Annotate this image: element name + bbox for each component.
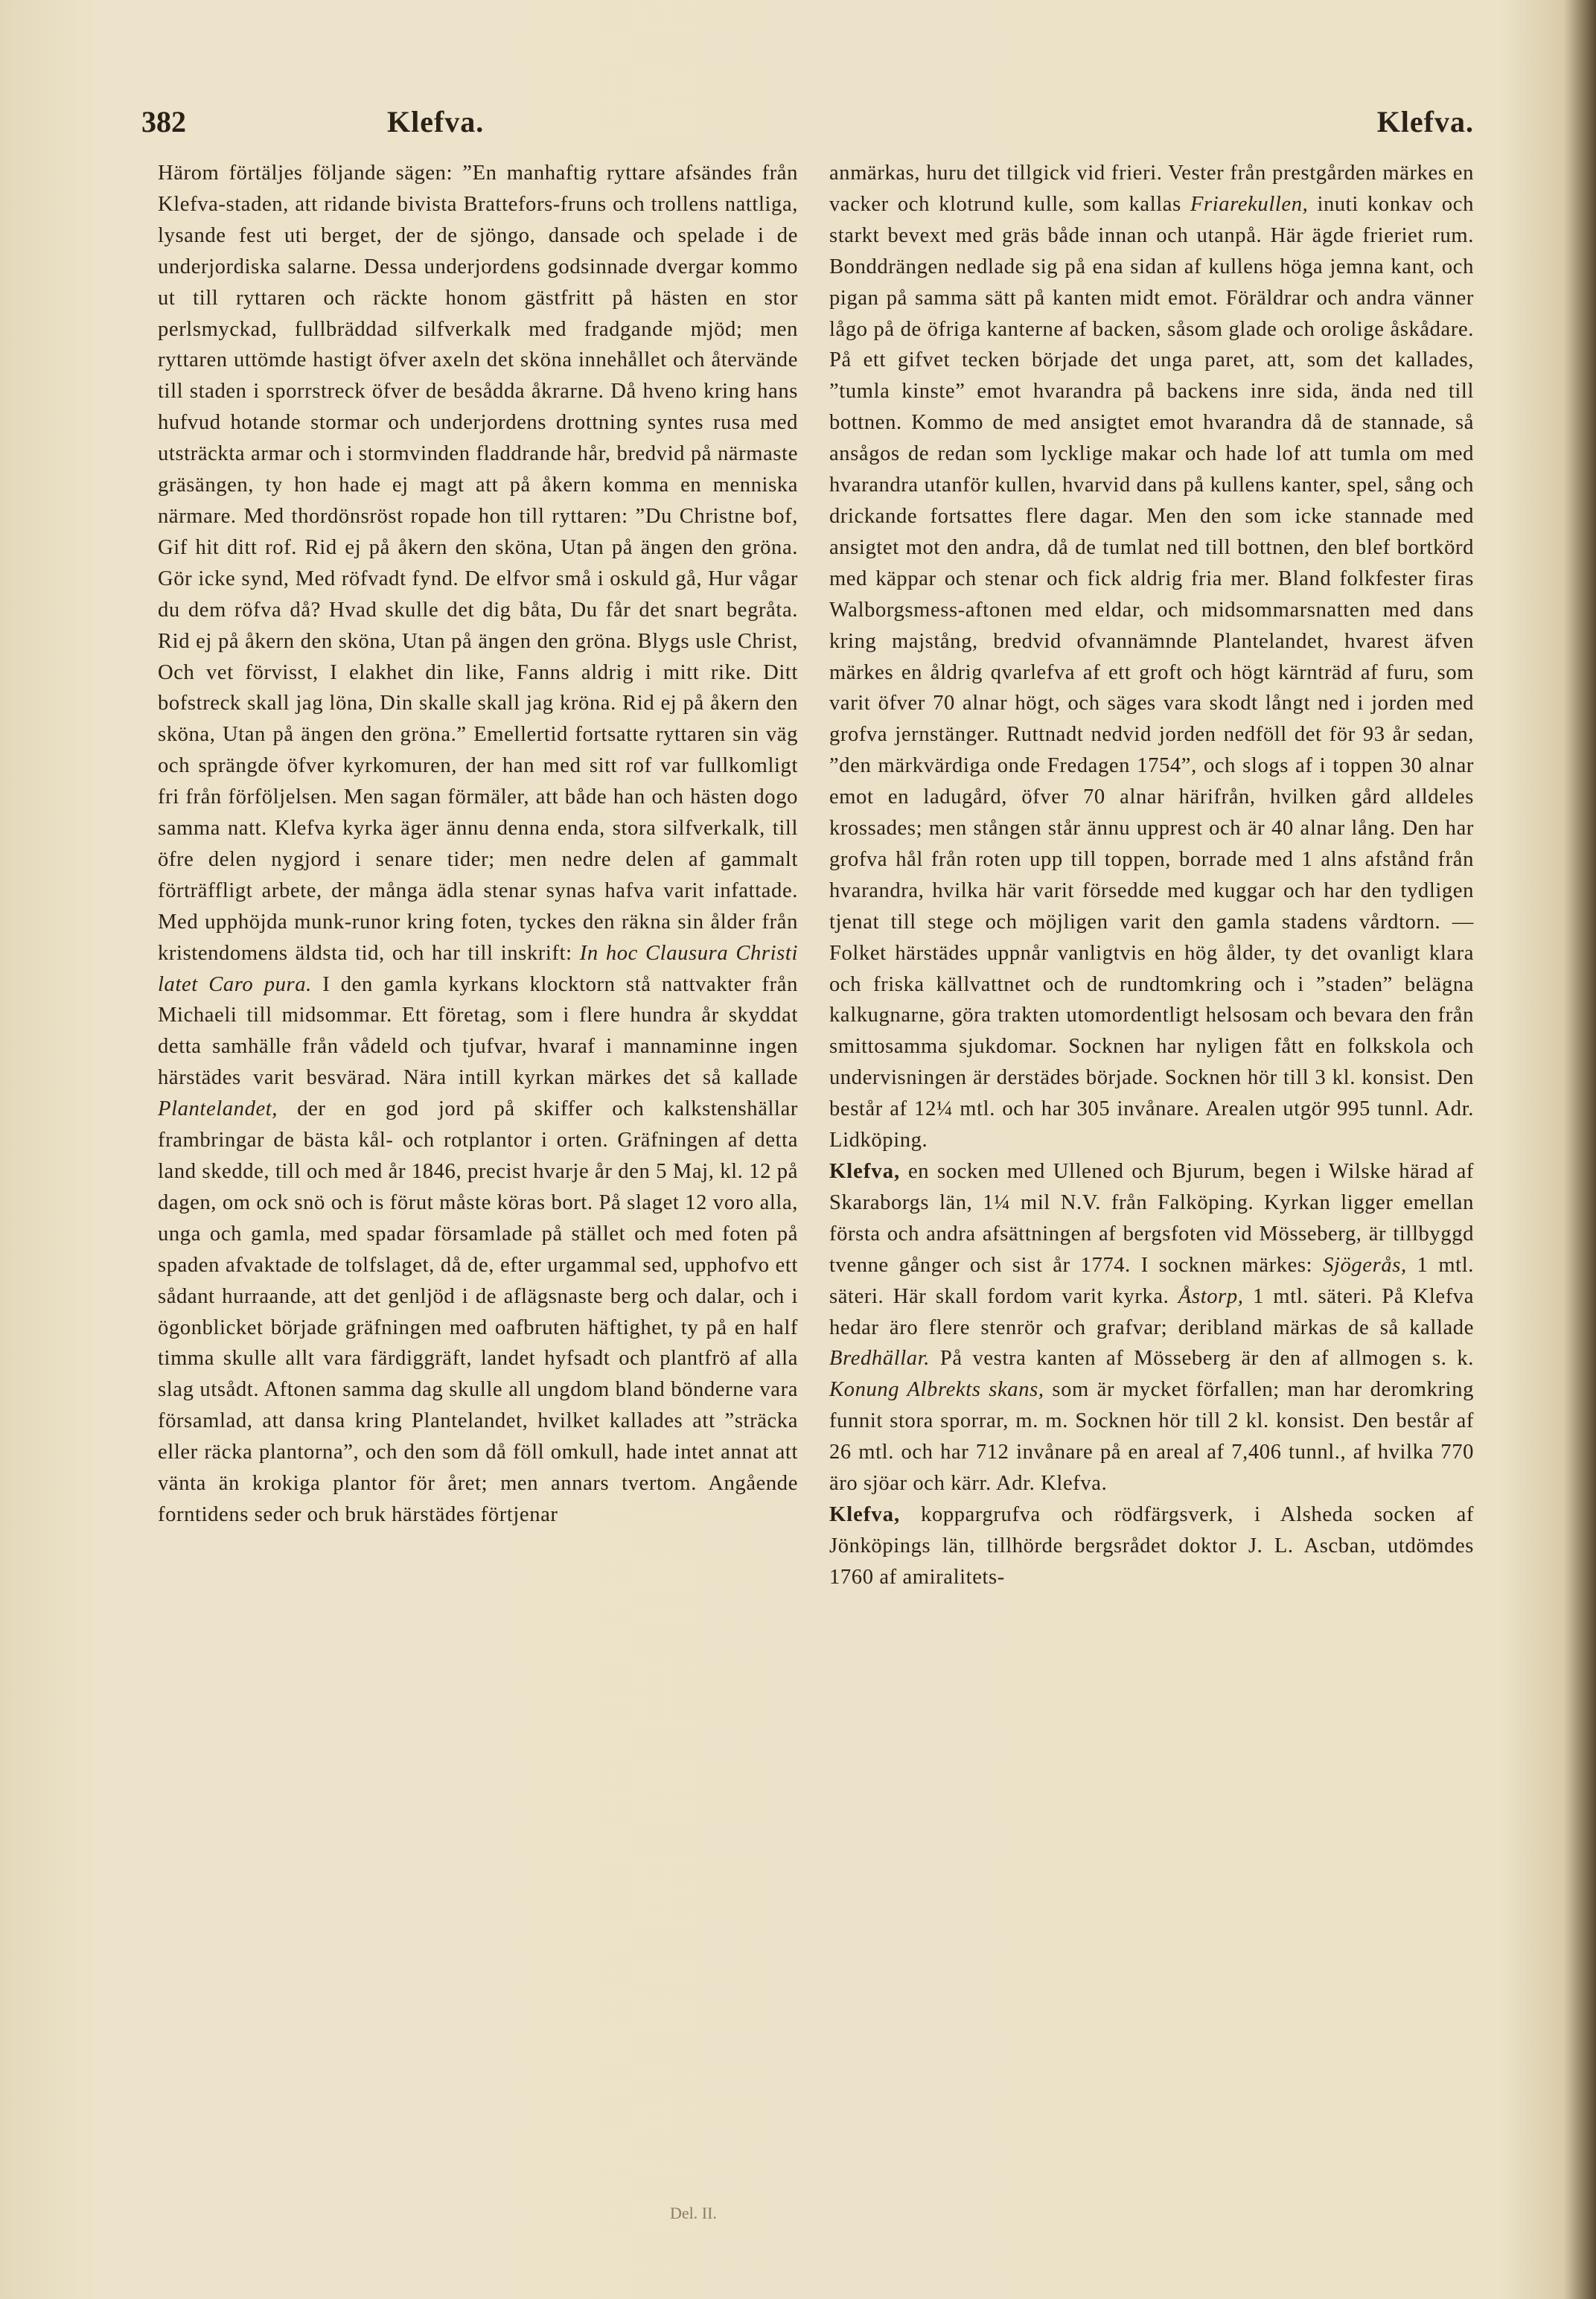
entry-headword: Klefva, [829, 1160, 901, 1183]
place-name: Friarekullen, [1190, 192, 1309, 216]
signature-mark: Del. II. [670, 2204, 717, 2222]
page-number: 382 [141, 105, 186, 138]
right-column [829, 158, 1474, 1593]
text-segment: der en god jord på skiffer och kalkstenshällar frambringar de bästa kål- och rotplantor i orten. Gräfningen af detta land skedde, till och med år 1846, precist hvarje år den 5 Maj, kl. 12 på dagen, om ock snö och is förut måste köras bort. På slaget 12 voro alla, unga och gamla, med spadar församlade på stället och med foten på spaden afvaktade de tolfslaget, då de, efter urgammal sed, upphofvo ett sådant hurraande, att det genljöd i de aflägsnaste berg och dalar, och i ögonblicket började gräfningen med oafbruten häftighet, ty på en half timma skulle allt vara färdiggräft, landet hyfsadt och plantfrö af alla slag utsådt. Aftonen samma dag skulle all ungdom bland bönderne vara församlad, att dansa kring Plantelandet, hvilket kallades att ”sträcka eller räcka plantorna”, och den som då föll omkull, hade intet annat att vänta än krokiga plantor för året; men annars tvertom. Angående forntidens seder och bruk härstädes förtjenar [158, 1097, 798, 1526]
place-name: Konung Albrekts skans, [829, 1378, 1044, 1402]
text-segment: en socken med Ullened och Bjurum, begen i Wilske härad af Skaraborgs län, 1¼ mil N.V. från Falköping. Kyrkan ligger emellan första och andra afsättningen af bergsfoten vid Mösseberg, är tillbyggd tvenne gånger och sist år 1774. I socknen märkes: [829, 1160, 1474, 1277]
right-paragraph-1 [829, 158, 1474, 1156]
place-name: Åstorp, [1178, 1284, 1244, 1308]
text-segment: anmärkas, huru det tillgick vid frieri. Vester från prestgården märkes en vacker och klotrund kulle, som kallas [829, 162, 1474, 216]
text-segment: inuti konkav och starkt bevext med gräs både innan och utanpå. Här ägde frieriet rum. Bonddrängen nedlade sig på ena sidan af kullens höga jemna kant, och pigan på samma sätt på kanten midt emot. Föräldrar och andra vänner lågo på de öfriga kanterne af backen, såsom glade och orolige åskådare. På ett gifvet tecken började det unga paret, att, som det kallades, ”tumla kinste” emot hvarandra på backens inre sida, ända ned till bottnen. Kommo de med ansigtet emot hvarandra då de stannade, så ansågos de redan som lycklige makar och hade lof att tumla om med hvarandra utanför kullen, hvarvid dans på kullens kanter, spel, sång och drickande fortsattes flere dagar. Men den som icke stannade med ansigtet mot den andra, då de tumlat ned till bottnen, den blef bortkörd med käppar och stenar och fick aldrig fria mer. Bland folkfester firas Walborgsmess-aftonen med eldar, och midsommarsnatten med dans kring majstång, bredvid ofvannämnde Plantelandet, hvarest äfven märkes en åldrig qvarlefva af ett groft och högt kärnträd af furu, som varit öfver 70 alnar högt, och säges vara skodt långt ned i jorden med grofva jernstänger. Ruttnadt nedvid jorden nedföll det för 93 år sedan, ”den märkvärdiga onde Fredagen 1754”, och slogs af i toppen 30 alnar emot en ladugård, öfver 70 alnar härifrån, hvilken gård alldeles krossades; men stången står ännu upprest och är 40 alnar lång. Den har grofva hål från roten upp till toppen, borrade med 1 alns afstånd från hvarandra, hvilka här varit försedde med kuggar och har den tydligen tjenat till stege och möjligen varit den gamla stadens vårdtorn. — Folket härstädes uppnår vanligtvis en hög ålder, ty det ovanligt klara och friska källvattnet och de rundtomkring och i ”staden” belägna kalkugnarne, göra trakten utomordentligt helsosam och bevara den från smittosamma sjukdomar. Socknen har nyligen fått en folkskola och undervisningen är derstädes började. Socknen hör till 3 kl. konsist. Den består af 12¼ mtl. och har 305 invånare. Arealen utgör 995 tunnl. Adr. Lidköping. [829, 192, 1474, 1152]
running-header [141, 104, 1474, 149]
entry-klefva-grufva [829, 1499, 1474, 1593]
text-segment: koppargrufva och rödfärgsverk, i Alsheda socken af Jönköpings län, tillhörde bergsrådet doktor J. L. Ascban, utdömdes 1760 af amiralitets- [829, 1502, 1474, 1589]
place-name: Bredhällar. [829, 1347, 931, 1371]
text-segment: 1 mtl. säteri. Här skall fordom varit kyrka. [829, 1253, 1474, 1308]
entry-headword: Klefva, [829, 1502, 901, 1526]
inscription: In hoc Clausura Christi latet Caro pura. [158, 941, 798, 996]
text-segment: 1 mtl. säteri. På Klefva hedar äro flere stenrör och grafvar; deribland märkas de så kallade [829, 1284, 1474, 1339]
entry-klefva-socken [829, 1156, 1474, 1499]
right-running-head: Klefva. [1376, 105, 1474, 138]
place-name: Sjögerås, [1323, 1253, 1407, 1277]
text-segment: I den gamla kyrkans klocktorn stå nattvakter från Michaeli till midsommar. Ett företag, som i flere hundra år skyddat detta samhälle från vådeld och tjufvar, hvaraf i mannaminne ingen härstädes varit besvärad. Nära intill kyrkan märkes det så kallade [158, 972, 798, 1090]
left-column [158, 158, 798, 1531]
text-segment: som är mycket förfallen; man har deromkring funnit stora sporrar, m. m. Socknen hör till 2 kl. konsist. Den består af 26 mtl. och har 712 invånare på en areal af 7,406 tunnl., af hvilka 770 äro sjöar och kärr. Adr. Klefva. [829, 1378, 1475, 1496]
legend-text: Härom förtäljes följande sägen: ”En manhaftig ryttare afsändes från Klefva-staden, att ridande bivista Brattefors-fruns och trollens nattliga, lysande fest uti berget, der de sjöngo, dansade och spelade i de underjordiska salarne. Dessa underjordens godsinnade dvergar kommo ut till ryttaren och räckte honom gästfritt på hästen en stor perlsmyckad, fullbräddad silfverkalk med fradgande mjöd; men ryttaren uttömde hastigt öfver axeln det sköna innehållet och återvände till staden i sporrstreck öfver de besådda åkrarne. Då hveno kring hans hufvud hotande stormar och underjordens drottning syntes rusa med utsträckta armar och i stormvinden fladdrande hår, bredvid på närmaste gräsängen, ty hon hade ej magt att på åkern komma en menniska närmare. Med thordönsröst ropade hon till ryttaren: ”Du Christne bof, Gif hit ditt rof. Rid ej på åkern den sköna, Utan på ängen den gröna. Gör icke synd, Med röfvadt fynd. De elfvor små i oskuld gå, Hur vågar du dem röfva då? Hvad skulle det dig båta, Du får det snart begråta. Rid ej på åkern den sköna, Utan på ängen den gröna. Blygs usle Christ, Och vet förvisst, I elakhet din like, Fanns aldrig i mitt rike. Ditt bofstreck skall jag löna, Din skalle skall jag kröna. Rid ej på åkern den sköna, Utan på ängen den gröna.” Emellertid fortsatte ryttaren sin väg och sprängde öfver kyrkomuren, der han med sitt rof var fullkomligt fri från förföljelsen. Men sagan förmäler, att både han och hästen dogo samma natt. Klefva kyrka äger ännu denna enda, stora silfverkalk, till öfre delen nygjord i senare tider; men nedre delen af gammalt förträffligt arbete, der många ädla stenar synas hafva varit infattade. Med upphöjda munk-runor kring foten, tyckes den räkna sin ålder från kristendomens äldsta tid, och har till inskrift: [158, 162, 798, 965]
text-segment: På vestra kanten af Mösseberg är den af allmogen s. k. [930, 1347, 1474, 1371]
left-running-head: Klefva. [387, 105, 485, 138]
place-name: Plantelandet, [158, 1097, 278, 1121]
left-paragraph [158, 158, 798, 1531]
